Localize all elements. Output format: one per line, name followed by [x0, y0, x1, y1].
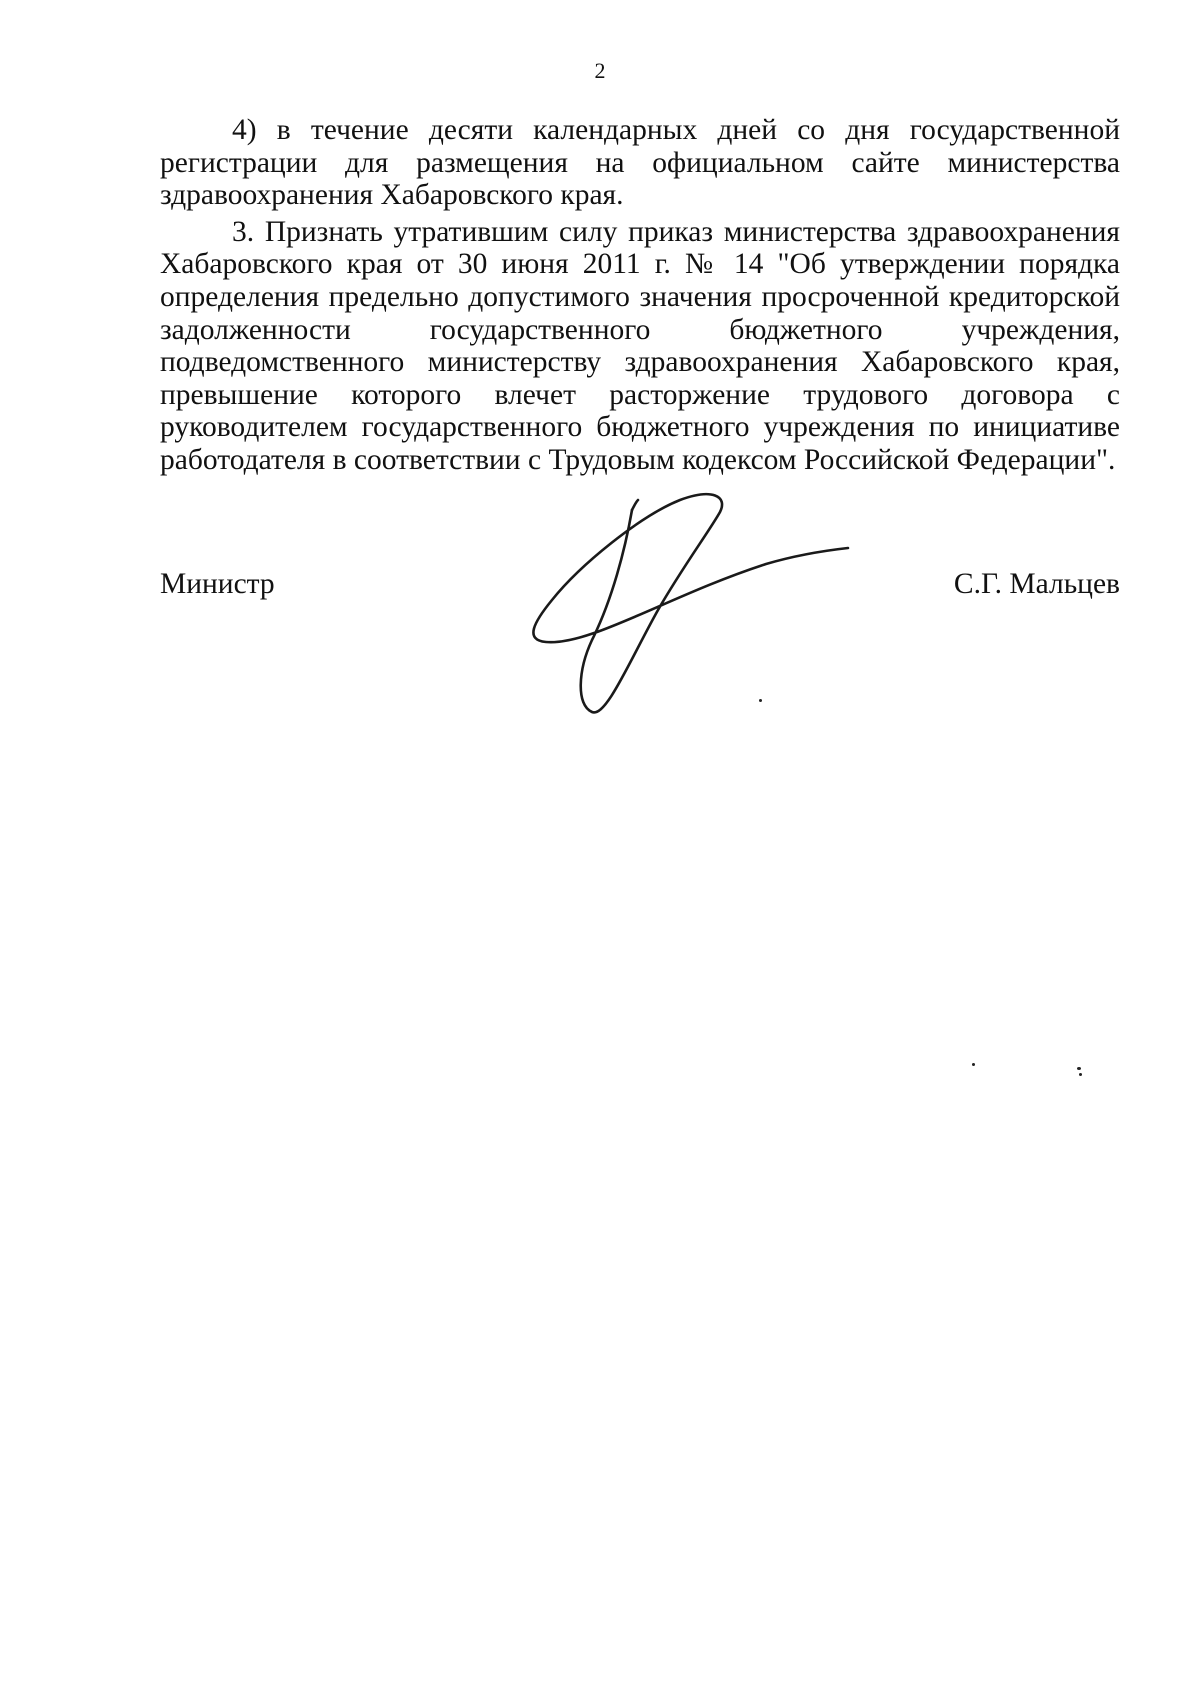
scan-speck — [759, 699, 762, 702]
signatory-position: Министр — [160, 568, 275, 600]
paragraph-item-3: 3. Признать утратившим силу приказ министерства здравоохранения Хабаровского края от 30 июня 2011 г. № 14 "Об утверждении порядка определения предельно допустимого значения просроченной кредиторской задолженности государственного бюджетного учреждения, подведомственного министерству здравоохранения Хабаровского края, превышение которого влечет расторжение трудового договора с руководителем государственного бюджетного учреждения по инициативе работодателя в соответствии с Трудовым кодексом Российской Федерации". — [160, 215, 1120, 476]
scan-speck — [1077, 1067, 1081, 1070]
handwritten-signature — [530, 490, 860, 725]
page-number: 2 — [594, 58, 606, 83]
paragraph-item-4: 4) в течение десяти календарных дней со дня государственной регистрации для размещения на официальном сайте министерства здравоохранения Хабаровского края. — [160, 114, 1120, 212]
signatory-name: С.Г. Мальцев — [953, 568, 1120, 600]
scan-speck — [1079, 1073, 1082, 1076]
scan-speck — [972, 1063, 975, 1066]
document-body — [160, 114, 1120, 477]
